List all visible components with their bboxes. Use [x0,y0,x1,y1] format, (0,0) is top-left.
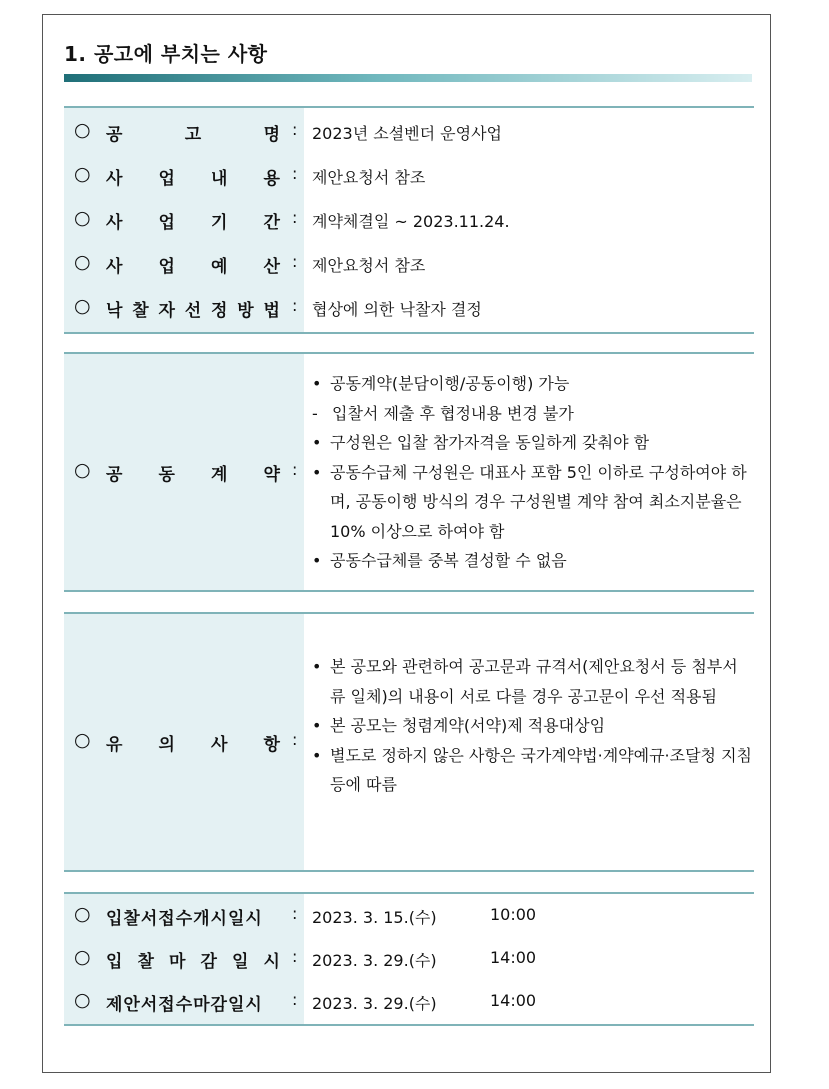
circle-bullet: ○ [74,946,91,968]
circle-bullet: ○ [74,903,91,925]
row-label: 유 의 사 항 [106,735,280,755]
row-value: 계약체결일 ~ 2023.11.24. [312,212,510,231]
row-value: 제안요청서 참조 [312,256,426,275]
row-label: 공 고 명 [106,125,280,145]
row-business-budget [64,242,754,286]
list-item: • 별도로 정하지 않은 사항은 국가계약법·계약예규·조달청 지침 등에 따름 [312,745,753,794]
colon: : [292,120,298,139]
row-date: 2023. 3. 15.(수) [312,908,437,927]
notes-block [64,612,754,872]
list-item: • 구성원은 입찰 참가자격을 동일하게 갖춰야 함 [312,433,650,452]
circle-bullet: ○ [74,163,91,185]
colon: : [292,208,298,227]
section-title: 1. 공고에 부치는 사항 [64,42,268,66]
colon: : [292,990,298,1009]
row-time: 14:00 [490,948,537,967]
circle-bullet: ○ [74,251,91,273]
row-label: 제안서접수마감일시 [106,995,263,1015]
row-label: 입찰서접수개시일시 [106,909,263,929]
colon: : [292,460,298,479]
joint-contract-items [312,369,752,576]
title-underline-bar [64,74,752,82]
row-proposal-close [64,980,754,1024]
list-subitem: - 입찰서 제출 후 협정내용 변경 불가 [312,403,574,423]
joint-contract-block [64,352,754,592]
row-label: 낙 찰 자 선 정 방 법 [106,301,280,321]
colon: : [292,947,298,966]
colon: : [292,904,298,923]
colon: : [292,296,298,315]
row-date: 2023. 3. 29.(수) [312,994,437,1013]
list-item: • 본 공모와 관련하여 공고문과 규격서(제안요청서 등 첨부서류 일체)의 내용이 서로 다를 경우 공고문이 우선 적용됨 [312,657,738,706]
list-item: • 공동수급체를 중복 결성할 수 없음 [312,551,567,570]
row-business-period [64,198,754,242]
row-time: 10:00 [490,905,537,924]
row-value: 2023년 소셜벤더 운영사업 [312,124,502,143]
circle-bullet: ○ [74,729,91,751]
colon: : [292,252,298,271]
list-item: • 본 공모는 청렴계약(서약)제 적용대상임 [312,716,606,735]
row-value: 협상에 의한 낙찰자 결정 [312,300,482,319]
circle-bullet: ○ [74,295,91,317]
row-business-content [64,154,754,198]
row-time: 14:00 [490,991,537,1010]
row-label: 사 업 기 간 [106,213,280,233]
list-item: • 공동수급체 구성원은 대표사 포함 5인 이하로 구성하여야 하며, 공동이행 방식의 경우 구성원별 계약 참여 최소지분율은 10% 이상으로 하여야 함 [312,462,747,541]
row-bid-close [64,937,754,981]
notes-items [312,652,752,800]
row-bidder-selection-method [64,286,754,330]
circle-bullet: ○ [74,207,91,229]
row-date: 2023. 3. 29.(수) [312,951,437,970]
row-label: 입 찰 마 감 일 시 [106,952,280,972]
circle-bullet: ○ [74,989,91,1011]
row-bid-open [64,894,754,938]
row-announcement-name [64,110,754,154]
announcement-overview-block [64,106,754,334]
colon: : [292,164,298,183]
circle-bullet: ○ [74,459,91,481]
schedule-block [64,892,754,1026]
row-label: 사 업 내 용 [106,169,280,189]
row-label: 공 동 계 약 [106,465,280,485]
circle-bullet: ○ [74,119,91,141]
list-item: • 공동계약(분담이행/공동이행) 가능 [312,374,570,393]
row-value: 제안요청서 참조 [312,168,426,187]
row-label: 사 업 예 산 [106,257,280,277]
colon: : [292,730,298,749]
